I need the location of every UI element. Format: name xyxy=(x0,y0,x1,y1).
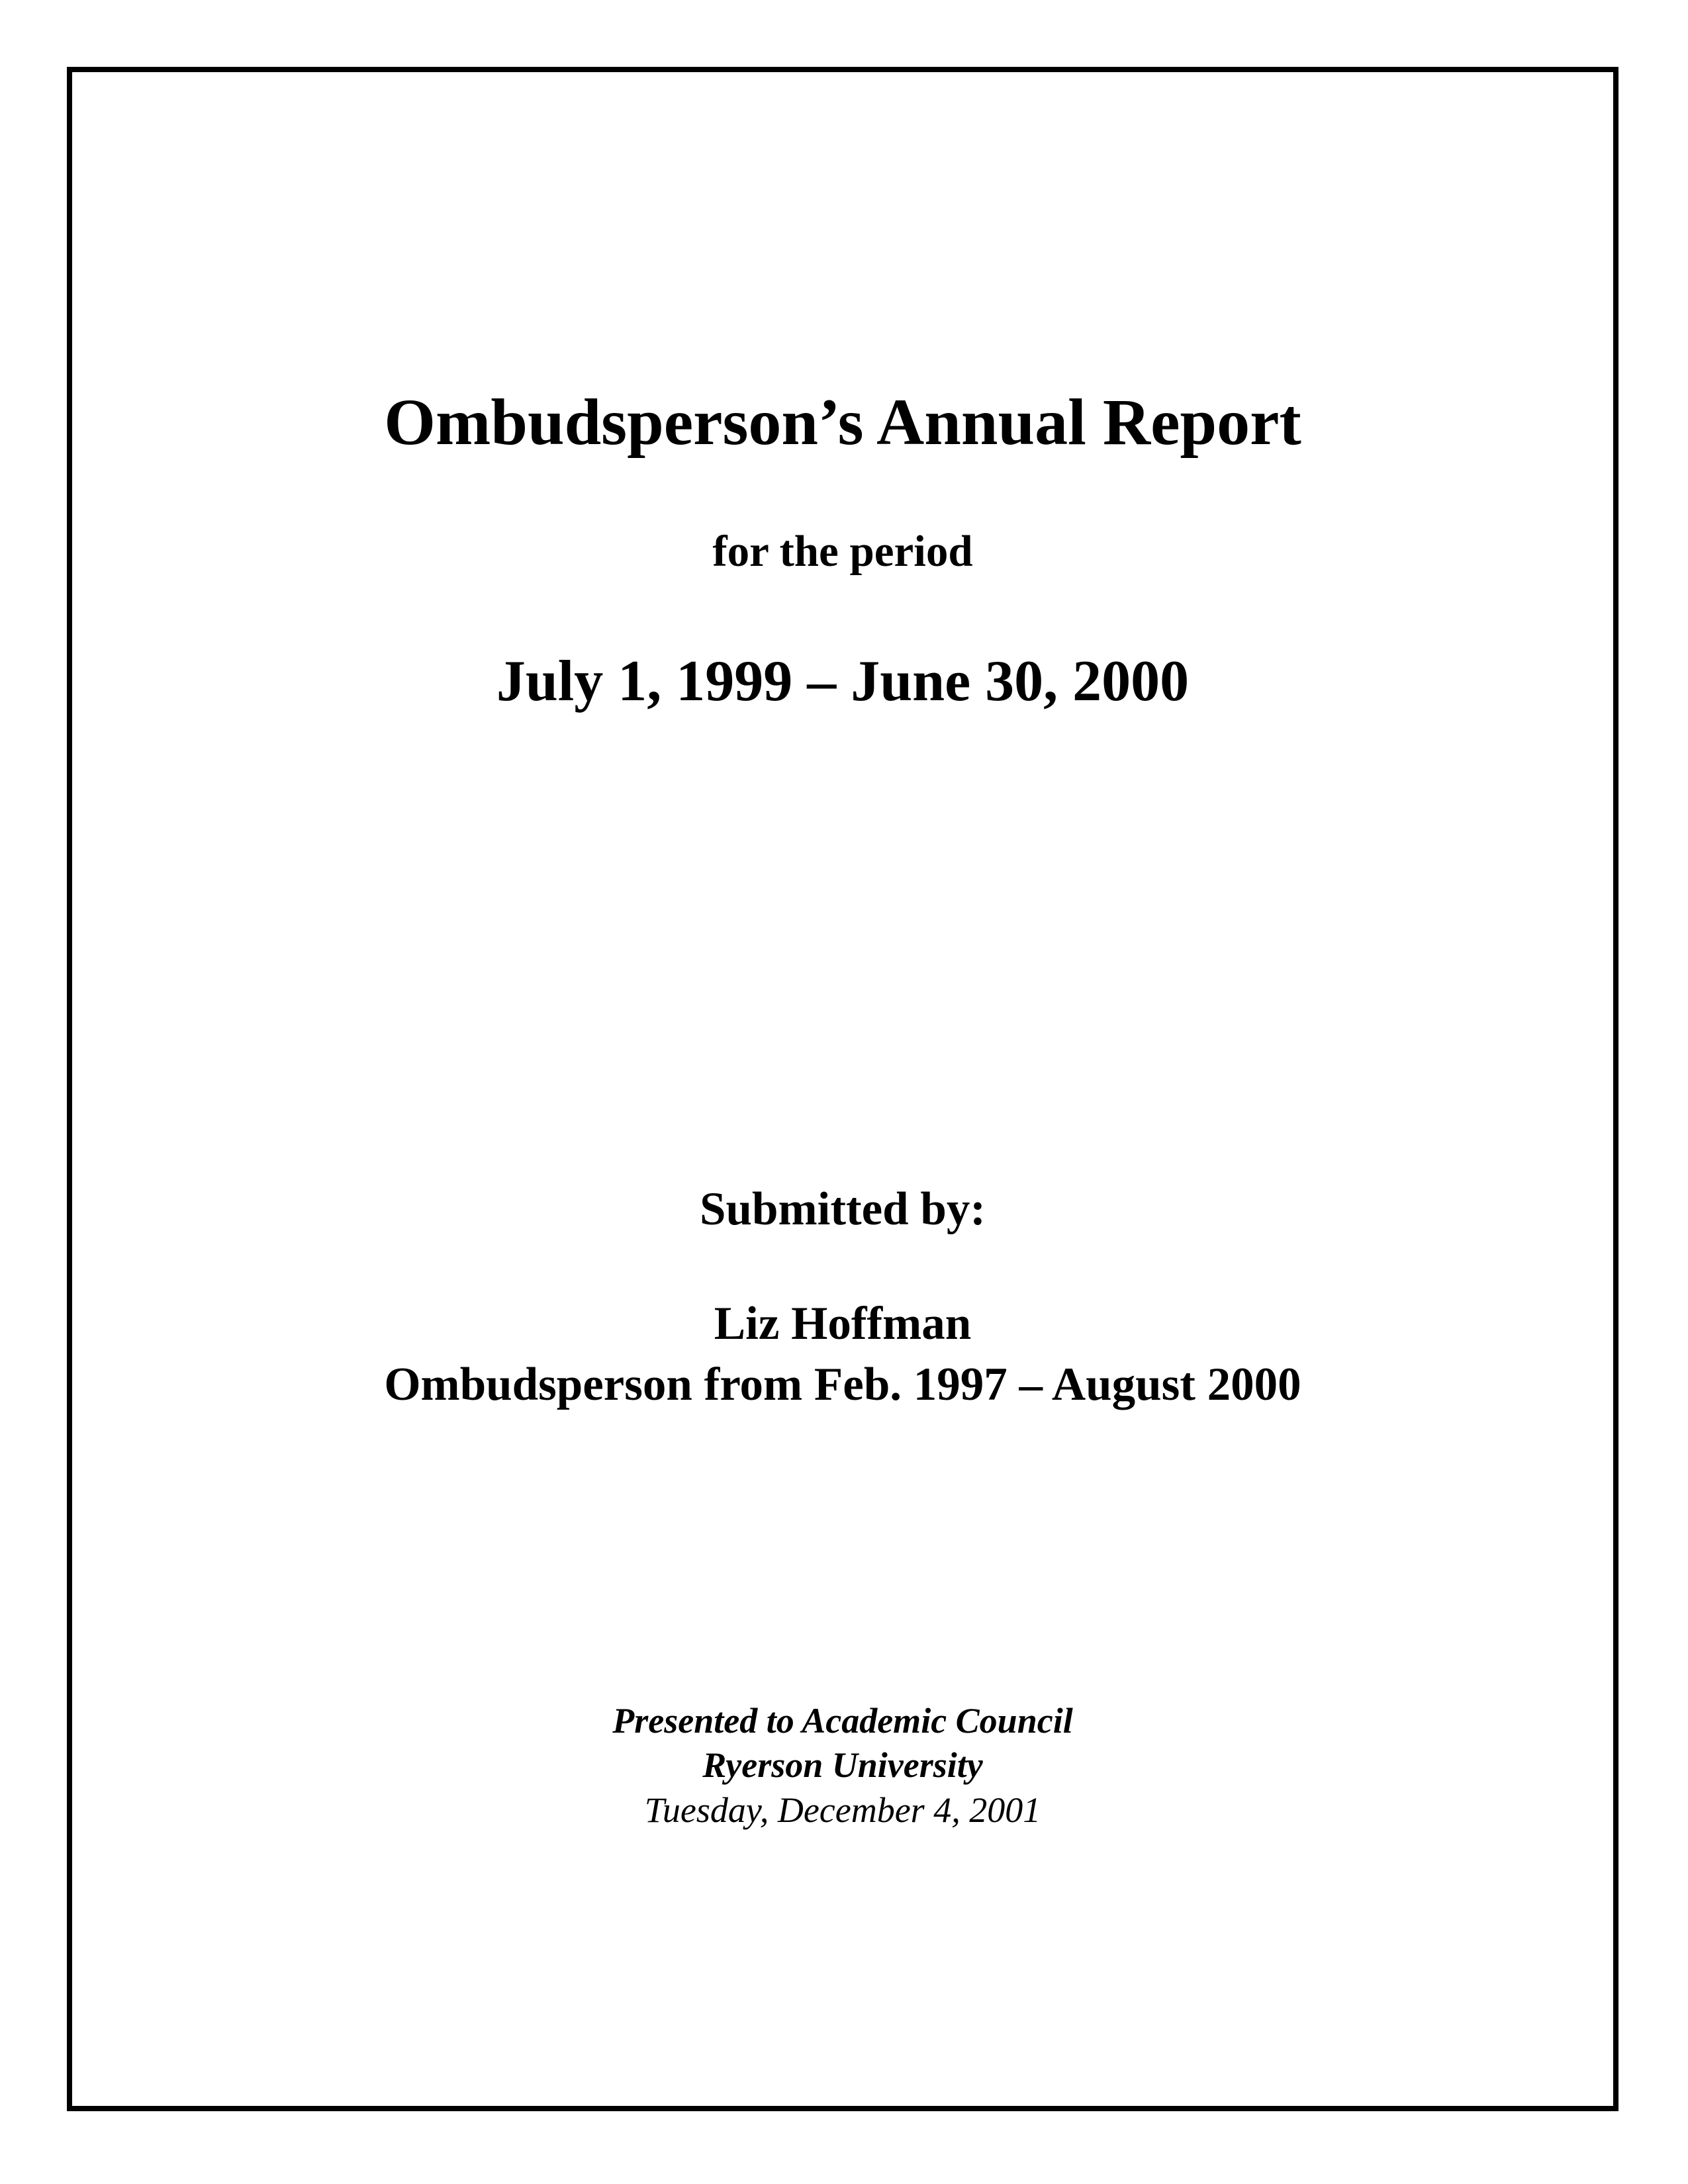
presented-to: Presented to Academic Council xyxy=(612,1701,1073,1741)
presented-date: Tuesday, December 4, 2001 xyxy=(644,1790,1041,1830)
report-title: Ombudsperson’s Annual Report xyxy=(384,385,1301,459)
submitted-by-label: Submitted by: xyxy=(700,1183,986,1235)
period-label: for the period xyxy=(712,527,973,576)
period-dates: July 1, 1999 – June 30, 2000 xyxy=(496,649,1190,713)
institution-name: Ryerson University xyxy=(702,1745,983,1785)
author-role: Ombudsperson from Feb. 1997 – August 2000 xyxy=(384,1359,1301,1410)
author-name: Liz Hoffman xyxy=(714,1298,972,1349)
